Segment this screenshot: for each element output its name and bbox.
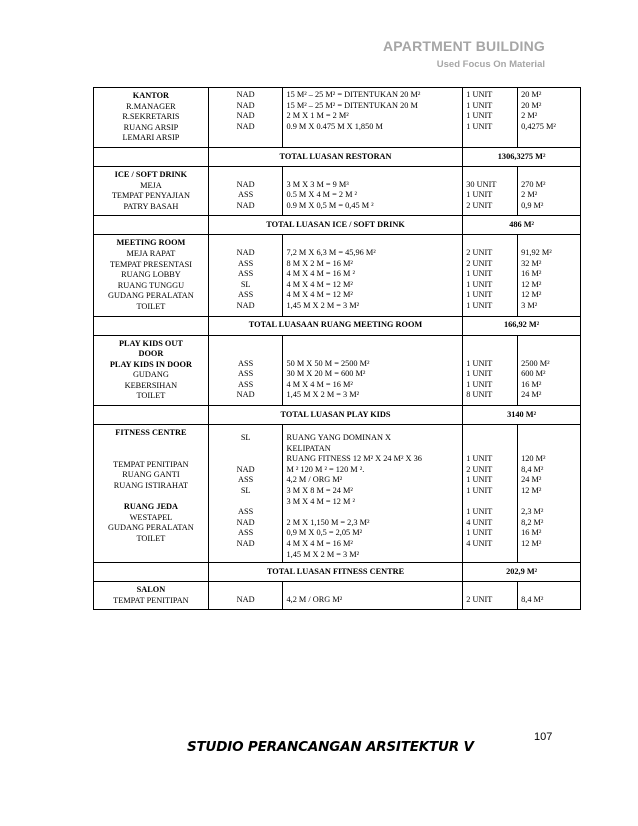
cell-line: 4 M X 4 M = 16 M ² — [286, 269, 355, 279]
cell-line: 2 M X 1,150 M = 2,3 M² — [286, 517, 370, 527]
cell-line: 3 M X 3 M = 9 M³ — [286, 179, 349, 189]
space-name-cell — [94, 88, 209, 148]
table-row — [94, 425, 581, 563]
cell-line: 1 UNIT — [466, 475, 493, 485]
cell-line: 2 UNIT — [466, 258, 493, 268]
total-value: 1306,3275 M² — [463, 147, 581, 166]
total-row — [94, 216, 581, 235]
cell-line: 1 UNIT — [466, 100, 493, 110]
cell-line: KELIPATAN — [286, 443, 331, 453]
cell-line: RUANG ISTIRAHAT — [113, 481, 189, 491]
cell-line: ASS — [238, 190, 254, 200]
cell-line: 24 M² — [521, 475, 542, 485]
cell-line: 1 UNIT — [466, 369, 493, 379]
cell-line — [212, 497, 280, 508]
cell-line — [212, 454, 280, 465]
total-blank-cell — [94, 316, 209, 335]
cell-line: 4 M X 4 M = 16 M² — [286, 539, 353, 548]
cell-line: 1 UNIT — [466, 507, 493, 517]
cell-line: 0,4275 M² — [521, 121, 556, 131]
cell-line: GUDANG PERALATAN — [108, 523, 194, 533]
cell-line: NAD — [236, 390, 255, 400]
table-row — [94, 88, 581, 148]
cell-line: TEMPAT PENITIPAN — [113, 459, 189, 469]
total-blank-cell — [94, 406, 209, 425]
cell-line: 30 M X 20 M = 600 M² — [286, 369, 366, 379]
cell-line: 120 M² — [521, 454, 546, 464]
cell-line: 0.5 M X 4 M = 2 M ² — [286, 190, 358, 200]
cell-line: GUDANG PERALATAN — [108, 291, 194, 301]
cell-line: 2 UNIT — [466, 200, 493, 210]
table-row — [94, 582, 581, 610]
cell-line: 1,45 M X 2 M = 3 M² — [286, 300, 360, 310]
total-blank-cell — [94, 216, 209, 235]
cell-line: ASS — [238, 507, 254, 517]
cell-line: 2 M² — [521, 111, 538, 121]
cell-line: 7,2 M X 6,3 M = 45,96 M² — [286, 247, 376, 257]
cell-line — [212, 584, 280, 595]
total-row — [94, 406, 581, 425]
space-name-cell — [94, 335, 209, 406]
total-label: TOTAL LUASAN ICE / SOFT DRINK — [208, 216, 462, 235]
space-name-cell — [94, 235, 209, 316]
cell-line: KANTOR — [132, 91, 170, 100]
cell-line: 4 M X 4 M = 16 M² — [286, 379, 353, 389]
space-code-cell — [208, 88, 283, 148]
cell-line: 2500 M² — [521, 358, 550, 368]
total-blank-cell — [94, 147, 209, 166]
cell-line: NAD — [236, 594, 255, 604]
cell-line: RUANG LOBBY — [121, 270, 181, 280]
cell-line: ASS — [238, 369, 254, 379]
cell-line: TOILET — [136, 301, 166, 311]
cell-line: NAD — [236, 179, 255, 189]
space-program-table — [93, 87, 581, 610]
cell-line: KEBERSIHAN — [124, 380, 178, 390]
unit-cell — [463, 166, 518, 215]
cell-line: 30 UNIT — [466, 179, 497, 189]
dimension-cell — [283, 88, 463, 148]
space-code-cell — [208, 335, 283, 406]
total-blank-cell — [94, 563, 209, 582]
table-row — [94, 335, 581, 406]
cell-line: R.MANAGER — [126, 101, 176, 111]
cell-line: 15 M² – 25 M² = DITENTUKAN 20 M² — [286, 90, 421, 99]
cell-line: TEMPAT PRESENTASI — [109, 259, 192, 269]
area-cell — [518, 166, 581, 215]
cell-line: MEJA RAPAT — [126, 248, 176, 258]
cell-line — [521, 584, 577, 595]
cell-line: TEMPAT PENITIPAN — [113, 595, 189, 605]
area-cell — [518, 582, 581, 610]
cell-line: NAD — [236, 300, 255, 310]
total-row — [94, 147, 581, 166]
cell-line: 270 M² — [521, 179, 546, 189]
cell-line: RUANG GANTI — [122, 470, 180, 480]
cell-line: 20 M² — [521, 100, 542, 110]
cell-line: RUANG ARSIP — [123, 122, 179, 132]
cell-line: ICE / SOFT DRINK — [114, 169, 188, 179]
cell-line — [521, 444, 577, 455]
cell-line: 1 UNIT — [466, 111, 493, 121]
cell-line — [521, 497, 577, 508]
cell-line: RUANG FITNESS 12 M² X 24 M² X 36 — [286, 454, 422, 464]
cell-line: 20 M² — [521, 90, 542, 99]
cell-line — [286, 507, 459, 518]
total-label: TOTAL LUASAN FITNESS CENTRE — [208, 563, 462, 582]
cell-line: TOILET — [136, 534, 166, 543]
cell-line — [466, 497, 514, 508]
cell-line: TEMPAT PENYAJIAN — [111, 191, 190, 201]
cell-line: 1 UNIT — [466, 279, 493, 289]
cell-line: 8 UNIT — [466, 390, 493, 400]
cell-line: SL — [240, 279, 251, 289]
cell-line: SL — [240, 433, 251, 443]
cell-line: 4 UNIT — [466, 539, 493, 548]
cell-line — [212, 444, 280, 455]
cell-line: 1 UNIT — [466, 269, 493, 279]
cell-line: TOILET — [136, 391, 166, 401]
cell-line: 1 UNIT — [466, 90, 493, 99]
cell-line: 2 UNIT — [466, 247, 493, 257]
cell-line: 0.9 M X 0,5 M = 0,45 M ² — [286, 200, 374, 210]
cell-line: NAD — [236, 539, 255, 548]
cell-line: SALON — [136, 585, 166, 595]
cell-line: 1 UNIT — [466, 121, 493, 131]
cell-line: 4 M X 4 M = 12 M² — [286, 290, 353, 300]
cell-line: 12 M² — [521, 290, 542, 300]
cell-line: 8 M X 2 M = 16 M² — [286, 258, 353, 268]
space-name-cell — [94, 582, 209, 610]
cell-line: NAD — [236, 90, 255, 99]
cell-line: LEMARI ARSIP — [122, 133, 180, 143]
cell-line: 8,4 M² — [521, 594, 544, 604]
cell-line: ASS — [238, 379, 254, 389]
cell-line — [96, 449, 206, 460]
cell-line: RUANG JEDA — [123, 502, 178, 512]
cell-line: RUANG TUNGGU — [117, 280, 185, 290]
cell-line: 3 M² — [521, 300, 538, 310]
cell-line: 4,2 M / ORG M² — [286, 594, 343, 604]
area-cell — [518, 335, 581, 406]
space-code-cell — [208, 166, 283, 215]
space-code-cell — [208, 235, 283, 316]
cell-line: PLAY KIDS OUT — [118, 338, 183, 348]
cell-line: RUANG YANG DOMINAN X — [286, 433, 392, 443]
cell-line: 24 M² — [521, 390, 542, 400]
cell-line — [521, 433, 577, 444]
cell-line: 4 M X 4 M = 12 M² — [286, 279, 353, 289]
space-name-cell — [94, 166, 209, 215]
cell-line: 1 UNIT — [466, 379, 493, 389]
cell-line — [96, 492, 206, 503]
cell-line: NAD — [236, 111, 255, 121]
area-cell — [518, 88, 581, 148]
cell-line: 1,45 M X 2 M = 3 M² — [286, 390, 360, 400]
cell-line — [466, 444, 514, 455]
footer-title: STUDIO PERANCANGAN ARSITEKTUR V — [187, 739, 474, 755]
cell-line: ASS — [238, 528, 254, 538]
cell-line — [212, 169, 280, 180]
total-value: 486 M² — [463, 216, 581, 235]
dimension-cell — [283, 582, 463, 610]
cell-line: MEJA — [140, 180, 162, 190]
space-code-cell — [208, 425, 283, 563]
total-value: 3140 M² — [463, 406, 581, 425]
cell-line: 1 UNIT — [466, 486, 493, 496]
cell-line: PLAY KIDS IN DOOR — [109, 359, 192, 369]
cell-line: 2 M² — [521, 190, 538, 200]
cell-line: R.SEKRETARIS — [122, 112, 180, 122]
cell-line: NAD — [236, 121, 255, 131]
cell-line: NAD — [236, 100, 255, 110]
cell-line: ASS — [238, 358, 254, 368]
cell-line: 8,2 M² — [521, 517, 544, 527]
cell-line: 16 M² — [521, 269, 542, 279]
cell-line: 91,92 M² — [521, 247, 552, 257]
cell-line — [466, 433, 514, 444]
cell-line: 1,45 M X 2 M = 3 M² — [286, 549, 360, 559]
cell-line: 1 UNIT — [466, 358, 493, 368]
total-value: 202,9 M² — [463, 563, 581, 582]
space-code-cell — [208, 582, 283, 610]
cell-line: 32 M² — [521, 258, 542, 268]
cell-line: 3 M X 4 M = 12 M ² — [286, 496, 355, 506]
cell-line: NAD — [236, 517, 255, 527]
cell-line: GUDANG — [132, 370, 169, 380]
cell-line: 16 M² — [521, 528, 542, 538]
cell-line: 0,9 M² — [521, 200, 544, 210]
cell-line: 2 UNIT — [466, 594, 493, 604]
cell-line: WESTAPEL — [129, 512, 173, 522]
cell-line: DOOR — [138, 349, 164, 359]
cell-line: 0.9 M X 0.475 M X 1,850 M — [286, 121, 383, 131]
total-label: TOTAL LUASAAN RUANG MEETING ROOM — [208, 316, 462, 335]
cell-line: PATRY BASAH — [123, 201, 179, 211]
cell-line — [212, 237, 280, 248]
header-subtitle: Used Focus On Material — [436, 59, 545, 70]
cell-line: FITNESS CENTRE — [115, 428, 187, 438]
cell-line: 15 M² – 25 M² = DITENTUKAN 20 M — [286, 100, 418, 110]
unit-cell — [463, 88, 518, 148]
cell-line: ASS — [238, 269, 254, 279]
cell-line: SL — [240, 486, 251, 496]
cell-line: 4 UNIT — [466, 517, 493, 527]
unit-cell — [463, 582, 518, 610]
cell-line: MEETING ROOM — [116, 238, 186, 248]
total-label: TOTAL LUASAN PLAY KIDS — [208, 406, 462, 425]
cell-line: 3 M X 8 M = 24 M² — [286, 486, 353, 496]
total-value: 166,92 M² — [463, 316, 581, 335]
cell-line: 1 UNIT — [466, 290, 493, 300]
cell-line: 1 UNIT — [466, 300, 493, 310]
cell-line: 16 M² — [521, 379, 542, 389]
cell-line: 2 UNIT — [466, 464, 493, 474]
total-row — [94, 563, 581, 582]
space-name-cell — [94, 425, 209, 563]
cell-line: ASS — [238, 290, 254, 300]
cell-line: 4,2 M / ORG M² — [286, 475, 343, 485]
cell-line: NAD — [236, 464, 255, 474]
unit-cell — [463, 335, 518, 406]
cell-line: 1 UNIT — [466, 528, 493, 538]
cell-line: 12 M² — [521, 279, 542, 289]
cell-line: 8,4 M² — [521, 464, 544, 474]
cell-line: ASS — [238, 475, 254, 485]
cell-line: 600 M² — [521, 369, 546, 379]
dimension-cell — [283, 166, 463, 215]
table-row — [94, 235, 581, 316]
area-cell — [518, 235, 581, 316]
unit-cell — [463, 235, 518, 316]
header-title: APARTMENT BUILDING — [383, 38, 545, 54]
page-number: 107 — [534, 731, 553, 743]
total-row — [94, 316, 581, 335]
cell-line: 2 M X 1 M = 2 M² — [286, 111, 349, 121]
cell-line: 12 M² — [521, 486, 542, 496]
cell-line — [466, 584, 514, 595]
total-label: TOTAL LUASAN RESTORAN — [208, 147, 462, 166]
cell-line: 50 M X 50 M = 2500 M² — [286, 358, 370, 368]
cell-line: 1 UNIT — [466, 190, 493, 200]
cell-line: NAD — [236, 200, 255, 210]
dimension-cell — [283, 235, 463, 316]
cell-line — [286, 584, 459, 595]
cell-line — [96, 439, 206, 450]
cell-line: 12 M² — [521, 539, 542, 548]
cell-line: 1 UNIT — [466, 454, 493, 464]
table-row — [94, 166, 581, 215]
dimension-cell — [283, 425, 463, 563]
cell-line: 2,3 M² — [521, 507, 544, 517]
unit-cell — [463, 425, 518, 563]
dimension-cell — [283, 335, 463, 406]
cell-line: 0,9 M X 0,5 = 2,05 M² — [286, 528, 363, 538]
cell-line: M ² 120 M ² = 120 M ². — [286, 464, 365, 474]
cell-line: ASS — [238, 258, 254, 268]
cell-line: NAD — [236, 247, 255, 257]
area-cell — [518, 425, 581, 563]
